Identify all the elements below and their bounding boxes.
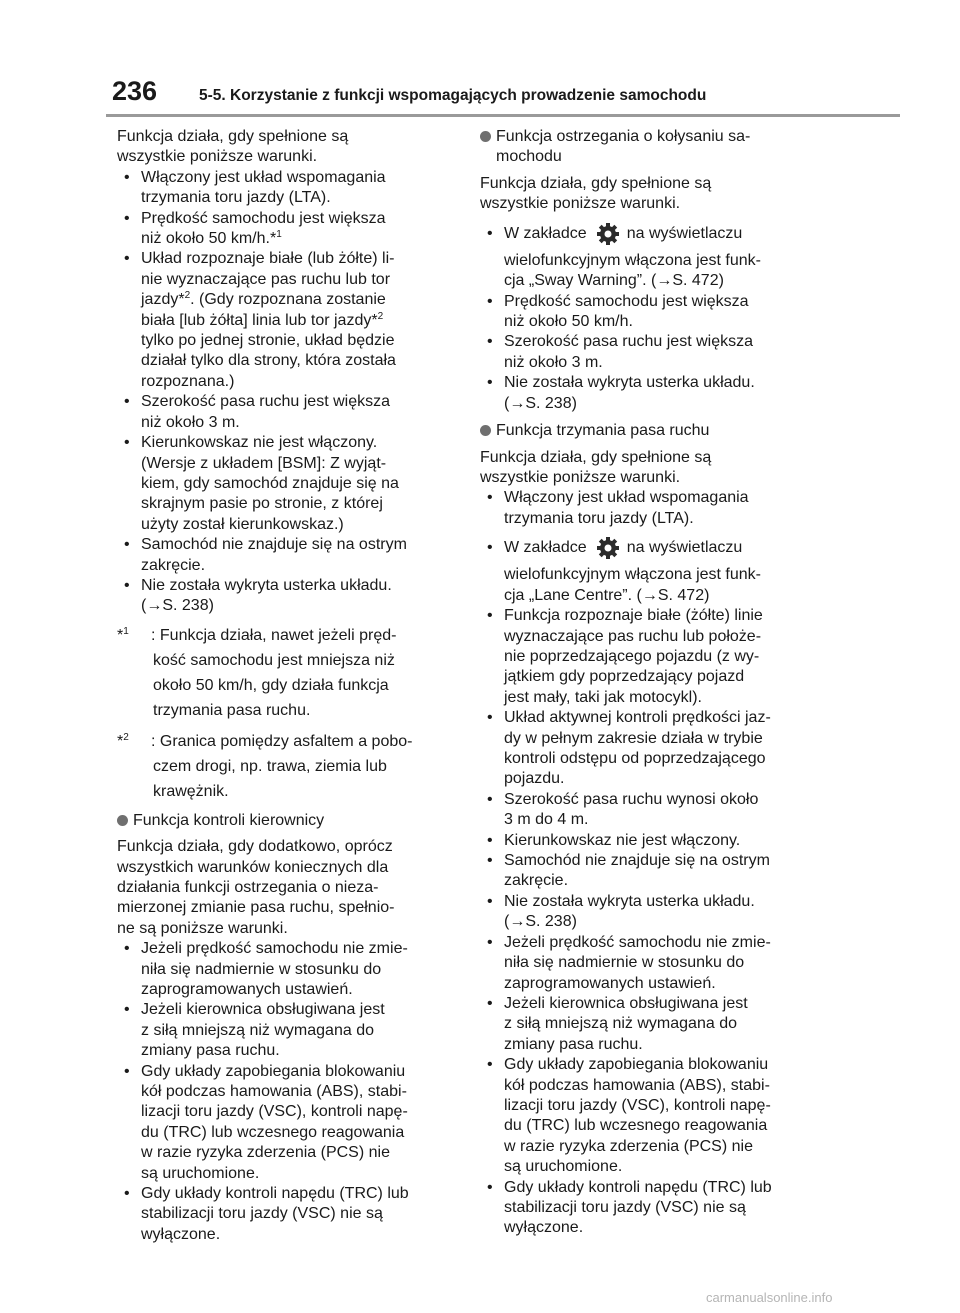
condition-item: • Gdy układy kontroli napędu (TRC) lub stabilizacji toru jazdy (VSC) nie są wyłączone. [117,1184,462,1245]
condition-item: • Gdy układy zapobiegania blokowaniu kół podczas hamowania (ABS), stabi- lizacji toru jazdy (VSC), kontroli napę- du (TRC) lub wczesnego reagowania w razie ryzyka zderzenia (PCS) nie są uruchomione. [117,1062,462,1184]
condition-item: • Szerokość pasa ruchu jest większa niż około 3 m. [480,332,820,373]
settings-gear-icon [595,221,621,247]
condition-item: • Układ aktywnej kontroli prędkości jaz- dy w pełnym zakresie działa w trybie kontroli odstępu od poprzedzającego pojazdu. [480,708,820,790]
condition-item: • Szerokość pasa ruchu jest większa niż około 3 m. [117,392,462,433]
sway-intro: Funkcja działa, gdy spełnione są wszystkie poniższe warunki. [480,174,712,213]
section-heading-sway: Funkcja ostrzegania o kołysaniu sa- mochodu [480,127,820,168]
condition-item: • Kierunkowskaz nie jest włączony. (Wersje z układem [BSM]: Z wyjąt- kiem, gdy samochód znajduje się na skrajnym pasie po stronie, z której użyty został kierunkowskaz.) [117,433,462,535]
intro-paragraph: Funkcja działa, gdy spełnione są wszystkie poniższe warunki. [117,128,349,166]
condition-item: • Nie została wykryta usterka układu. (→S. 238) [117,576,462,617]
steering-intro: Funkcja działa, gdy dodatkowo, oprócz wszystkich warunków koniecznych dla działania funkcji ostrzegania o nieza- mierzonej zmianie pasa ruchu, spełnio- ne są poniższe warunki. [117,838,395,937]
right-column [480,127,820,1239]
lane-intro: Funkcja działa, gdy spełnione są wszystkie poniższe warunki. [480,448,712,486]
page-reference: (→S. 238) [504,913,577,931]
condition-item: • Układ rozpoznaje białe (lub żółte) li- nie wyznaczające pas ruchu lub tor jazdy*$^2$. (Gdy rozpoznana zostanie biała [lub żółta] linia lub tor jazdy*$^2$ tylko po jednej stronie, układ będzie działał tylko dla strony, która została rozpoznana.) [117,249,462,392]
condition-item: • W zakładce na wyświetlaczu [480,535,820,561]
condition-item: • Jeżeli prędkość samochodu nie zmie- niła się nadmiernie w stosunku do zaprogramowanych ustawień. [117,939,462,1000]
condition-item: • Szerokość pasa ruchu wynosi około 3 m do 4 m. [480,790,820,831]
condition-item: • Jeżeli prędkość samochodu nie zmie- niła się nadmiernie w stosunku do zaprogramowanych ustawień. [480,933,820,994]
condition-item: • Gdy układy kontroli napędu (TRC) lub stabilizacji toru jazdy (VSC) nie są wyłączone. [480,1178,820,1239]
condition-item: • Nie została wykryta usterka układu. (→S. 238) [480,373,820,414]
settings-gear-icon [595,535,621,561]
condition-item: • Jeżeli kierownica obsługiwana jest z siłą mniejszą niż wymagana do zmiany pasa ruchu. [480,994,820,1055]
page-header [0,0,960,120]
condition-continuation: wielofunkcyjnym włączona jest funk- cja „Lane Centre”. (→S. 472) [504,566,761,604]
footnote-1: *$^1$ : Funkcja działa, nawet jeżeli pręd- kość samochodu jest mniejsza niż około 50 km/h, gdy działa funkcja trzymania pasa ruchu. [117,625,397,719]
bullet-dot-icon [480,131,491,142]
footnote-ref: 2 [377,310,384,322]
condition-item: • Włączony jest układ wspomagania trzymania toru jazdy (LTA). [117,168,462,209]
condition-item: • Włączony jest układ wspomagania trzymania toru jazdy (LTA). [480,488,820,529]
header-rule [106,114,900,117]
page-number: 236 [112,76,158,106]
footnote-2: *$^2$ : Granica pomiędzy asfaltem a pobo- czem drogi, np. trawa, ziemia lub krawężnik. [117,731,413,800]
condition-item: • Kierunkowskaz nie jest włączony. [480,831,820,851]
condition-item: • Nie została wykryta usterka układu. (→S. 238) [480,892,820,933]
condition-item: • Prędkość samochodu jest większa niż około 50 km/h.*$^1$ [117,209,462,250]
bullet-dot-icon [117,815,128,826]
left-column [117,127,462,1245]
condition-item: • Jeżeli kierownica obsługiwana jest z siłą mniejszą niż wymagana do zmiany pasa ruchu. [117,1000,462,1061]
chapter-title: 5-5. Korzystanie z funkcji wspomagających prowadzenie samochodu [199,87,707,104]
condition-item: • Samochód nie znajduje się na ostrym zakręcie. [480,851,820,892]
watermark: carmanualsonline.info [706,1290,833,1305]
footnote-ref: 2 [184,290,191,302]
condition-item: • Samochód nie znajduje się na ostrym zakręcie. [117,535,462,576]
bullet-dot-icon [480,425,491,436]
footnote-ref: 1 [276,229,282,241]
section-heading-lane: Funkcja trzymania pasa ruchu [480,421,820,441]
condition-item: • Gdy układy zapobiegania blokowaniu kół podczas hamowania (ABS), stabi- lizacji toru jazdy (VSC), kontroli napę- du (TRC) lub wczesnego reagowania w razie ryzyka zderzenia (PCS) nie są uruchomione. [480,1055,820,1177]
condition-item: • Funkcja rozpoznaje białe (żółte) linie wyznaczające pas ruchu lub położe- nie poprzedzającego pojazdu (z wy- jątkiem gdy poprzedzający pojazd jest mały, taki jak motocykl). [480,606,820,708]
section-heading-steering: Funkcja kontroli kierownicy [117,811,462,831]
condition-item: • W zakładce na wyświetlaczu [480,221,820,247]
condition-item: • Prędkość samochodu jest większa niż około 50 km/h. [480,292,820,333]
page-reference: (→S. 238) [141,597,214,615]
condition-continuation: wielofunkcyjnym włączona jest funk- cja „Sway Warning”. (→S. 472) [504,251,761,290]
